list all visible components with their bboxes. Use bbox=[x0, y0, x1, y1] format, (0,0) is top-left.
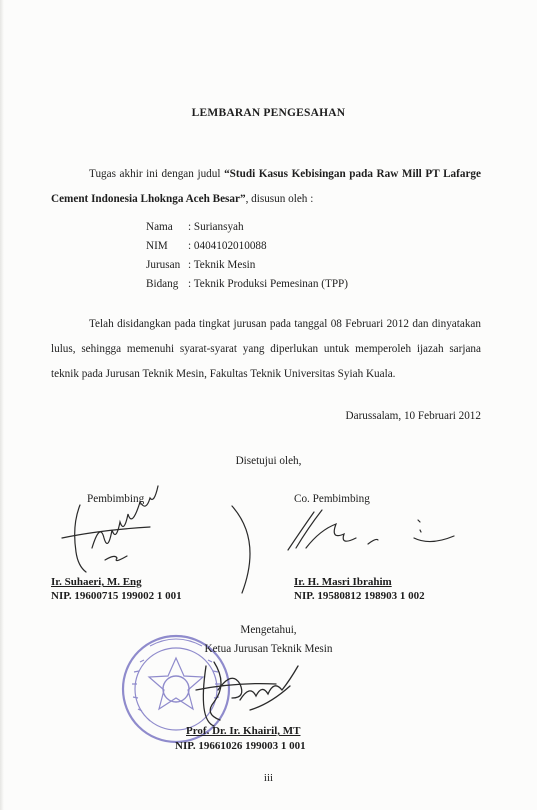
co-supervisor-signature bbox=[288, 510, 454, 550]
department-head-role: Ketua Jurusan Teknik Mesin bbox=[204, 643, 333, 655]
intro-text: Tugas akhir ini dengan judul bbox=[89, 168, 225, 180]
identity-label: Nama bbox=[146, 221, 173, 233]
department-head-signature bbox=[196, 662, 298, 726]
statement-paragraph: Telah disidangkan pada tingkat jurusan pada tanggal 08 Februari 2012 dan dinyatakan lulus, sehingga memenuhi syarat-syarat yang diperlukan untuk memperoleh ijazah sarjana teknik pada Jurusan Teknik Mesin, Fakultas Teknik Universitas Syiah Kuala. bbox=[51, 318, 481, 380]
place-date: Darussalam, 10 Februari 2012 bbox=[345, 410, 481, 422]
approved-by-label: Disetujui oleh, bbox=[235, 455, 302, 467]
co-supervisor-role: Co. Pembimbing bbox=[294, 493, 370, 505]
page-title: LEMBARAN PENGESAHAN bbox=[191, 107, 346, 119]
identity-label: NIM bbox=[146, 240, 168, 252]
page-number: iii bbox=[263, 772, 274, 784]
identity-value: : 0404102010088 bbox=[188, 240, 267, 252]
co-supervisor-name: Ir. H. Masri Ibrahim bbox=[294, 576, 392, 588]
identity-label: Bidang bbox=[146, 278, 179, 290]
intro-suffix: , disusun oleh : bbox=[245, 193, 314, 205]
thesis-title: “Studi Kasus Kebisingan pada Raw Mill PT Lafarge Cement Indonesia Lhoknga Aceh Besar” bbox=[51, 168, 481, 205]
department-head-nip: NIP. 19661026 199003 1 001 bbox=[175, 740, 306, 752]
supervisor-name: Ir. Suhaeri, M. Eng bbox=[51, 576, 142, 588]
supervisor-role: Pembimbing bbox=[87, 493, 145, 505]
identity-value: : Suriansyah bbox=[188, 221, 244, 233]
department-head-name: Prof. Dr. Ir. Khairil, MT bbox=[186, 725, 301, 737]
identity-label: Jurusan bbox=[146, 259, 181, 271]
co-supervisor-nip: NIP. 19580812 198903 1 002 bbox=[294, 590, 425, 602]
identity-value: : Teknik Produksi Pemesinan (TPP) bbox=[188, 278, 348, 290]
identity-value: : Teknik Mesin bbox=[188, 259, 256, 271]
supervisor-nip: NIP. 19600715 199002 1 001 bbox=[51, 590, 182, 602]
acknowledged-label: Mengetahui, bbox=[240, 624, 297, 636]
